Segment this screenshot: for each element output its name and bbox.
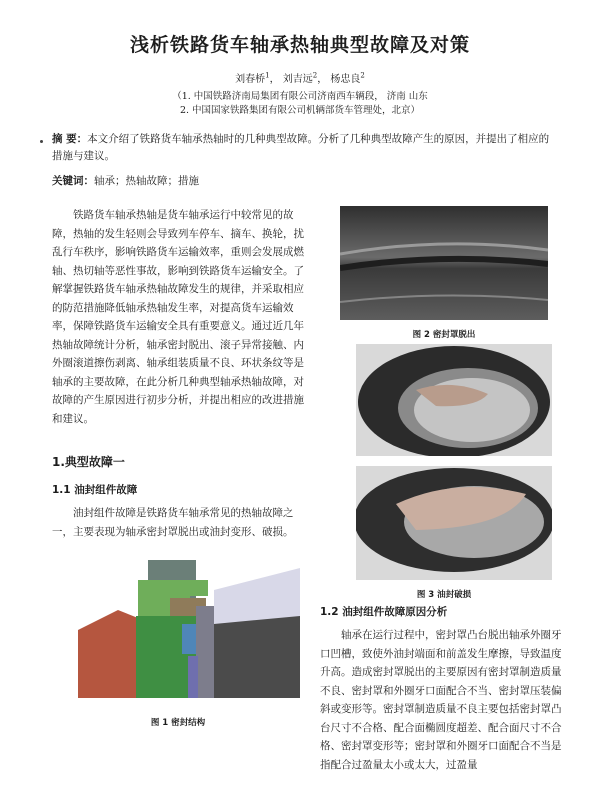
figure-caption: 图 2 密封罩脱出 <box>412 330 476 340</box>
author-sup: 2 <box>360 71 365 80</box>
figure-caption: 图 1 密封结构 <box>150 718 206 728</box>
intro-text: 铁路货车轴承热轴是货车轴承运行中较常见的故障，热轴的发生轻则会导致列车停车、摘车、换轮，扰乱行车秩序，影响铁路货车运输效率，重则会发展成燃轴、热切轴等恶性事故，影响到铁路货车运输安全。了解掌握铁路货车轴承热轴故障发生的规律，并采取相应的防范措施降低轴承热轴发生率，对提高货车运输效率，保障铁路货车运输安全具有重要意义。通过近几年热轴故障统计分析，轴承密封脱出、滚子异常接触、内外圈滚道擦伤剥离、轴承组装质量不良、环状条纹等是轴承的主要故障，在此分析几种典型轴承热轴故障，对故障的产生原因进行初步分析，并提出相应的改进措施和建议。 <box>52 209 304 425</box>
ring-part <box>182 624 196 654</box>
subsection-heading: 1.1 油封组件故障 <box>52 484 138 496</box>
abstract <box>52 131 552 165</box>
photo-seal-detached <box>340 206 548 320</box>
intro-paragraph <box>52 206 304 428</box>
keywords-text: 轴承；热轴故障；措施 <box>94 175 199 187</box>
abstract-label: 摘 要： <box>52 133 88 145</box>
figure-seal-structure <box>78 560 300 698</box>
affiliation: 2. 中国国家铁路集团有限公司机辆部货车管理处，北京） <box>179 105 421 116</box>
author-name: 杨忠良 <box>330 74 361 85</box>
author-sup: 2 <box>312 71 318 80</box>
shaft-part <box>196 606 214 698</box>
photo-oil-seal-damage <box>356 344 552 580</box>
subsection-paragraph <box>52 504 304 541</box>
keywords-label: 关键词： <box>52 175 94 187</box>
axle-part <box>214 616 300 698</box>
author-sup: 1 <box>265 71 270 80</box>
figure-caption: 图 3 油封破损 <box>416 590 472 600</box>
author-name: 刘春桥 <box>235 74 266 85</box>
seal-structure-diagram <box>78 560 300 698</box>
section-heading: 1.典型故障一 <box>52 455 125 469</box>
keywords <box>52 173 552 188</box>
paper-title: 浅析铁路货车轴承热轴典型故障及对策 <box>129 34 470 56</box>
seal-detached-photo <box>340 206 548 320</box>
subsection-text: 轴承在运行过程中，密封罩凸台脱出轴承外圈牙口凹槽，致使外油封端面和前盖发生摩擦，导致温度升高。造成密封罩脱出的主要原因有密封罩制造质量不良、密封罩和外圈牙口面配合不当、密封罩压装偏斜或变形等。密封罩制造质量不良主要包括密封罩凸台尺寸不合格、配合面椭圆度超差、配合面尺寸不合格、密封罩变形等；密封罩和外圈牙口面配合不当是指配合过盈量太小或太大，过盈量 <box>320 629 562 771</box>
abstract-text: 本文介绍了铁路货车轴承热轴时的几种典型故障。分析了几种典型故障产生的原因，并提出了相应的措施与建议。 <box>52 133 550 162</box>
subsection-heading: 1.2 油封组件故障原因分析 <box>320 606 448 618</box>
margin-mark <box>40 140 43 143</box>
author-line: 刘春桥$^1$， 刘吉远$^2$， 杨忠良$^2$ <box>235 71 365 85</box>
subsection-text: 油封组件故障是铁路货车轴承常见的热轴故障之一，主要表现为轴承密封罩脱出或油封变形、破损。 <box>52 507 294 538</box>
affiliation: （1. 中国铁路济南局集团有限公司济南西车辆段， 济南 山东 <box>172 91 428 102</box>
ring-part <box>188 656 198 698</box>
author-name: 刘吉远 <box>282 74 313 85</box>
oil-seal-damage-photo <box>356 344 552 580</box>
subsection-paragraph <box>320 626 564 774</box>
